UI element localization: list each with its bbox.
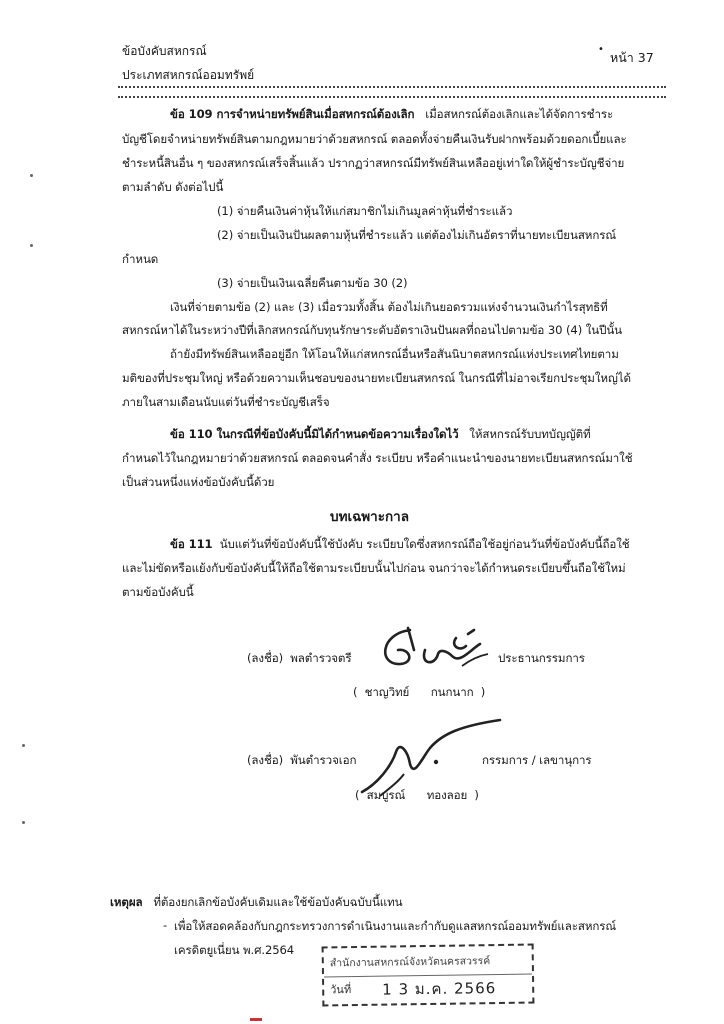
article-109-item-3: (3) จ่ายเป็นเงินเฉลี่ยคืนตามข้อ 30 (2) (217, 276, 408, 290)
article-109-para-3-line-2: มติของที่ประชุมใหญ่ หรือด้วยความเห็นชอบของนายทะเบียนสหกรณ์ ในกรณีที่ไม่อาจเรียกประชุมใหญ่ได้ (122, 371, 631, 385)
signature-1-image (370, 620, 500, 675)
scan-dot (30, 244, 33, 247)
article-109-line-3: ชำระหนี้สินอื่น ๆ ของสหกรณ์เสร็จสิ้นแล้ว ปรากฏว่าสหกรณ์มีทรัพย์สินเหลืออยู่เท่าใดให้ผู้ชำระบัญชีจ่าย (122, 156, 625, 170)
signature-2-role: กรรมการ / เลขานุการ (482, 753, 592, 767)
article-109-para-2-line-1: เงินที่จ่ายตามข้อ (2) และ (3) เมื่อรวมทั้งสิ้น ต้องไม่เกินยอดรวมแห่งจำนวนเงินกำไรสุทธิที่ (170, 300, 608, 314)
page-number: หน้า 37 (610, 50, 654, 65)
signature-1-name: ( ชาญวิทย์ กนกนาก ) (353, 685, 486, 699)
header-divider (118, 86, 666, 98)
reason-bullet-dash: - (163, 918, 168, 932)
scan-dot (22, 821, 25, 824)
article-109-para-3-line-3: ภายในสามเดือนนับแต่วันที่ชำระบัญชีเสร็จ (122, 395, 330, 409)
article-110-line-3: เป็นส่วนหนึ่งแห่งข้อบังคับนี้ด้วย (122, 475, 275, 489)
article-109-line-2: บัญชีโดยจำหน่ายทรัพย์สินตามกฎหมายว่าด้วยสหกรณ์ ตลอดทั้งจ่ายคืนเงินรับฝากพร้อมด้วยดอกเบี้ยและ (122, 132, 627, 146)
stamp-date-label: วันที่ (330, 983, 352, 997)
signature-2-name: ( สมบูรณ์ ทองลอย ) (355, 788, 479, 802)
article-111-line-3: ตามข้อบังคับนี้ (122, 585, 194, 599)
article-109-heading: ข้อ 109 การจำหน่ายทรัพย์สินเมื่อสหกรณ์ต้องเลิก (170, 107, 415, 121)
received-stamp (322, 944, 535, 1007)
article-109-item-1: (1) จ่ายคืนเงินค่าหุ้นให้แก่สมาชิกไม่เกินมูลค่าหุ้นที่ชำระแล้ว (217, 204, 513, 218)
header-mark: • (598, 44, 604, 55)
header-category: ประเภทสหกรณ์ออมทรัพย์ (122, 68, 255, 82)
article-109-item-2: (2) จ่ายเป็นเงินปันผลตามหุ้นที่ชำระแล้ว แต่ต้องไม่เกินอัตราที่นายทะเบียนสหกรณ์ (217, 228, 617, 242)
reason-line: เหตุผล ที่ต้องยกเลิกข้อบังคับเดิมและใช้ข้อบังคับฉบับนี้แทน (110, 895, 403, 909)
article-110-heading: ข้อ 110 ในกรณีที่ข้อบังคับนี้มิได้กำหนดข้อความเรื่องใดไว้ (170, 427, 459, 441)
article-110-line-1: ข้อ 110 ในกรณีที่ข้อบังคับนี้มิได้กำหนดข้อความเรื่องใดไว้ ให้สหกรณ์รับบทบัญญัติที่ (170, 427, 591, 441)
reason-bullet-line-1: เพื่อให้สอดคล้องกับกฎกระทรวงการดำเนินงานและกำกับดูแลสหกรณ์ออมทรัพย์และสหกรณ์ (174, 919, 617, 933)
article-109-line-1: ข้อ 109 การจำหน่ายทรัพย์สินเมื่อสหกรณ์ต้องเลิก เมื่อสหกรณ์ต้องเลิกและได้จัดการชำระ (170, 107, 614, 121)
stamp-office: สำนักงานสหกรณ์จังหวัดนครสวรรค์ (329, 955, 491, 970)
reason-label: เหตุผล (110, 895, 143, 909)
article-109-para-2-line-2: สหกรณ์หาได้ในระหว่างปีที่เลิกสหกรณ์กับทุนรักษาระดับอัตราเงินปันผลที่ถอนไปตามข้อ 30 (4) ในปีนั้น (122, 323, 622, 337)
stamp-date: 1 3 ม.ค. 2566 (382, 979, 497, 999)
article-111-line-2: และไม่ขัดหรือแย้งกับข้อบังคับนี้ให้ถือใช้ตามระเบียบนั้นไปก่อน จนกว่าจะได้กำหนดระเบียบขึ้นถือใช้ใหม่ (122, 561, 626, 575)
article-109-para-3-line-1: ถ้ายังมีทรัพย์สินเหลืออยู่อีก ให้โอนให้แก่สหกรณ์อื่นหรือสันนิบาตสหกรณ์แห่งประเทศไทยตาม (170, 347, 619, 361)
signature-1-label: (ลงชื่อ) พลตำรวจตรี (247, 651, 352, 665)
header-org-type: ข้อบังคับสหกรณ์ (122, 44, 207, 58)
scan-dot (30, 174, 33, 177)
section-title: บทเฉพาะกาล (330, 509, 410, 525)
signature-1-role: ประธานกรรมการ (498, 651, 585, 665)
article-110-line-2: กำหนดไว้ในกฎหมายว่าด้วยสหกรณ์ ตลอดจนคำสั่ง ระเบียบ หรือคำแนะนำของนายทะเบียนสหกรณ์มาใช้ (122, 451, 633, 465)
signature-2-label: (ลงชื่อ) พันตำรวจเอก (247, 753, 357, 767)
article-111-label: ข้อ 111 (170, 537, 213, 551)
article-109-item-2-cont: กำหนด (122, 252, 159, 266)
scan-dot (22, 744, 25, 747)
reason-bullet-line-2: เครดิตยูเนี่ยน พ.ศ.2564 (174, 943, 295, 957)
article-111-line-1: ข้อ 111 นับแต่วันที่ข้อบังคับนี้ใช้บังคับ ระเบียบใดซึ่งสหกรณ์ถือใช้อยู่ก่อนวันที่ข้อบังคับนี้ถือใช้ (170, 537, 630, 551)
scan-mark (250, 1018, 262, 1021)
article-109-line-4: ตามลำดับ ดังต่อไปนี้ (122, 180, 224, 194)
